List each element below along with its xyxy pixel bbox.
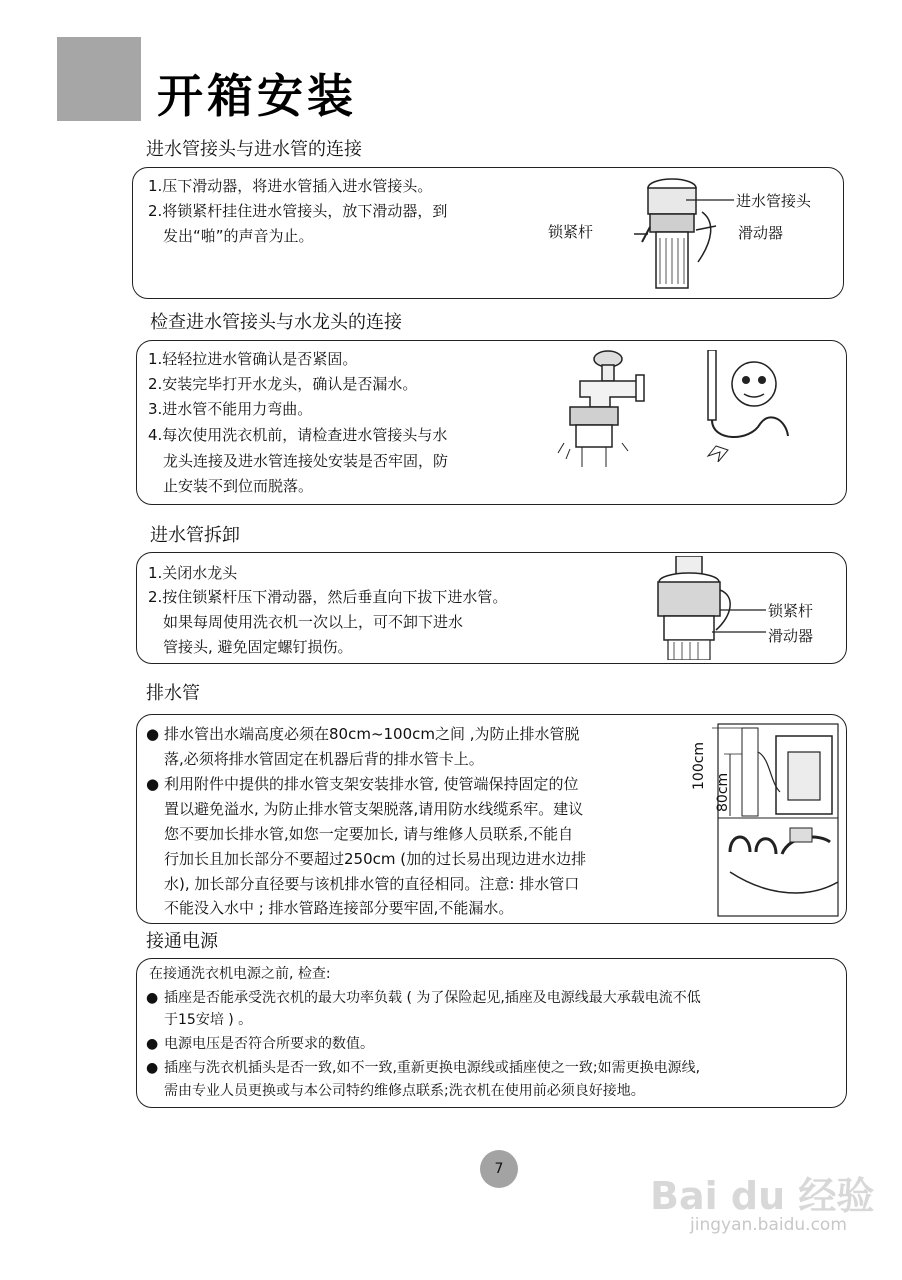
instruction-line: 置以避免溢水, 为防止排水管支架脱落,请用防水线缆系牢。建议 xyxy=(164,800,584,818)
label-slider: 滑动器 xyxy=(738,224,784,242)
instruction-line: 于15安培 ) 。 xyxy=(164,1012,253,1028)
section-title-power: 接通电源 xyxy=(146,931,218,952)
instruction-line: 如果每周使用洗衣机一次以上，可不卸下进水 xyxy=(163,613,464,631)
watermark-brand: Bai du 经验 xyxy=(650,1174,875,1218)
bullet-icon: ● xyxy=(146,725,160,743)
label-100cm: 100cm xyxy=(691,741,707,790)
instruction-line: 落,必须将排水管固定在机器后背的排水管卡上。 xyxy=(164,750,484,768)
instruction-line: 需由专业人员更换或与本公司特约维修点联系;洗衣机在使用前必须良好接地。 xyxy=(164,1083,645,1099)
label-80cm: 80cm xyxy=(715,772,731,812)
title-grey-block xyxy=(57,37,141,121)
bullet-line: ● 插座是否能承受洗衣机的最大功率负载 ( 为了保险起见,插座及电源线最大承载电流不低 xyxy=(146,986,701,1010)
bullet-icon: ● xyxy=(146,775,160,793)
faucet-illustration xyxy=(550,345,650,470)
instruction-line: 龙头连接及进水管连接处安装是否牢固，防 xyxy=(163,452,449,470)
bullet-line: ● 利用附件中提供的排水管支架安装排水管, 使管端保持固定的位 xyxy=(146,772,579,797)
instruction-line: 1.轻轻拉进水管确认是否紧固。 xyxy=(148,350,358,368)
instruction-line: 1.压下滑动器，将进水管插入进水管接头。 xyxy=(148,177,433,195)
bullet-line: ● 排水管出水端高度必须在80cm~100cm之间 ,为防止排水管脱 xyxy=(146,722,580,747)
instruction-line: 2.将锁紧杆挂住进水管接头，放下滑动器，到 xyxy=(148,202,448,220)
cartoon-hose-illustration xyxy=(690,350,800,462)
watermark-url: jingyan.baidu.com xyxy=(690,1215,847,1235)
section-title-inlet-connection: 进水管接头与进水管的连接 xyxy=(146,139,362,160)
section-title-faucet-connection: 检查进水管接头与水龙头的连接 xyxy=(150,312,402,333)
instruction-line: 行加长且加长部分不要超过250cm (加的过长易出现边进水边排 xyxy=(164,850,587,868)
bullet-icon: ● xyxy=(146,990,159,1006)
label-locking-lever: 锁紧杆 xyxy=(548,223,594,241)
instruction-line: 在接通洗衣机电源之前, 检查: xyxy=(149,966,331,982)
instruction-line: 水), 加长部分直径要与该机排水管的直径相同。注意: 排水管口 xyxy=(164,875,580,893)
section-title-drain-hose: 排水管 xyxy=(146,683,200,704)
label-slider: 滑动器 xyxy=(768,627,814,645)
inlet-joint-illustration xyxy=(620,172,740,294)
instruction-line: 止安装不到位而脱落。 xyxy=(163,477,314,495)
instruction-line: 您不要加长排水管,如您一定要加长, 请与维修人员联系,不能自 xyxy=(164,825,574,843)
bullet-line: ● 电源电压是否符合所要求的数值。 xyxy=(146,1032,374,1056)
page-title: 开箱安装 xyxy=(157,69,357,123)
page-number: 7 xyxy=(480,1150,518,1188)
instruction-line: 4.每次使用洗衣机前，请检查进水管接头与水 xyxy=(148,426,448,444)
instruction-line: 管接头, 避免固定螺钉损伤。 xyxy=(163,638,353,656)
bullet-icon: ● xyxy=(146,1036,159,1052)
label-inlet-joint: 进水管接头 xyxy=(736,192,812,210)
section-title-hose-removal: 进水管拆卸 xyxy=(150,525,240,546)
hose-removal-illustration xyxy=(640,556,770,660)
drain-height-diagram xyxy=(690,722,840,918)
instruction-line: 1.关闭水龙头 xyxy=(148,564,238,582)
instruction-line: 3.进水管不能用力弯曲。 xyxy=(148,400,313,418)
instruction-line: 不能没入水中 ; 排水管路连接部分要牢固,不能漏水。 xyxy=(164,899,514,917)
instruction-line: 2.安装完毕打开水龙头，确认是否漏水。 xyxy=(148,375,418,393)
bullet-icon: ● xyxy=(146,1060,159,1076)
bullet-line: ● 插座与洗衣机插头是否一致,如不一致,重新更换电源线或插座使之一致;如需更换电源线, xyxy=(146,1056,700,1080)
label-locking-lever: 锁紧杆 xyxy=(768,602,814,620)
instruction-line: 发出“啪”的声音为止。 xyxy=(163,227,314,245)
instruction-line: 2.按住锁紧杆压下滑动器，然后垂直向下拔下进水管。 xyxy=(148,588,508,606)
